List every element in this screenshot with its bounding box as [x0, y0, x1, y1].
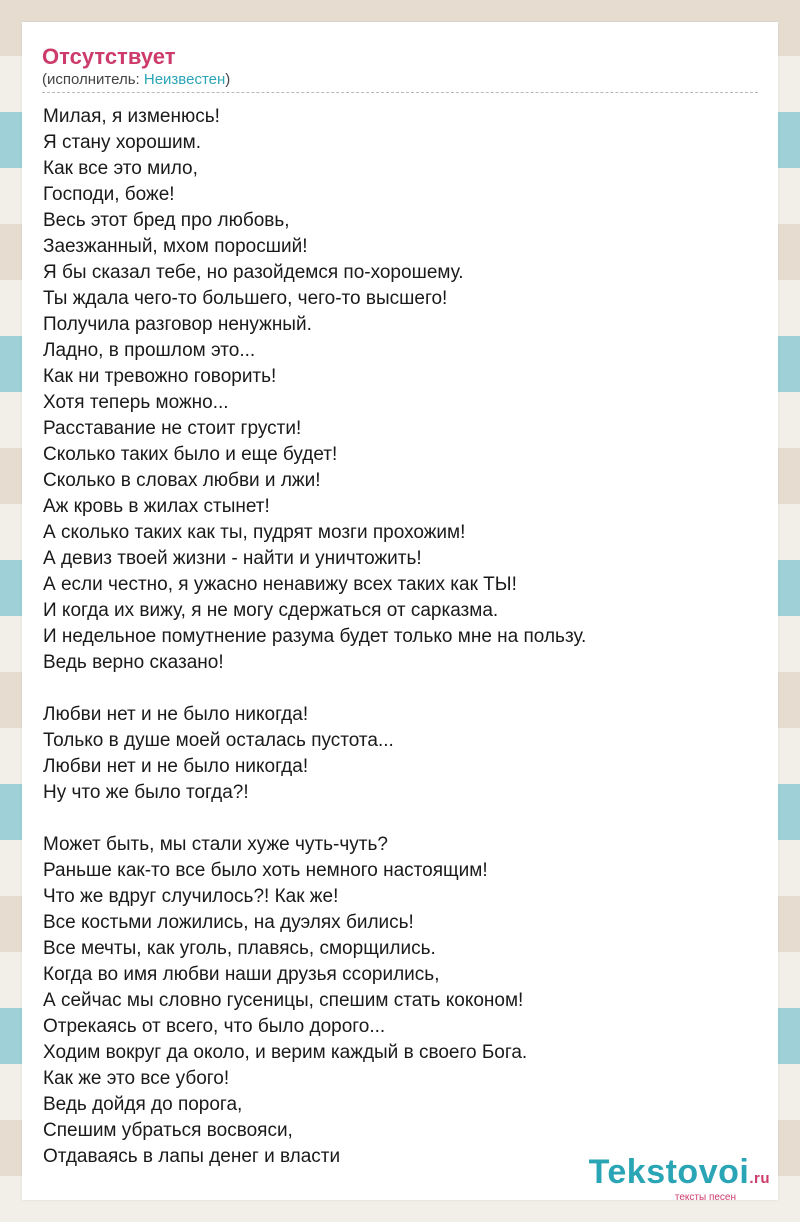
lyric-line: Только в душе моей осталась пустота...	[43, 730, 394, 751]
stanza-gap	[43, 806, 758, 832]
lyric-line: Весь этот бред про любовь,	[43, 210, 290, 231]
logo-wordmark	[589, 1154, 770, 1197]
lyric-line: А сейчас мы словно гусеницы, спешим стать коконом!	[43, 990, 524, 1011]
lyric-line: Отрекаясь от всего, что было дорого...	[43, 1016, 386, 1037]
lyric-line: Господи, боже!	[43, 184, 175, 205]
lyric-line: Отдаваясь в лапы денег и власти	[43, 1146, 341, 1167]
site-logo[interactable]	[589, 1154, 770, 1203]
lyric-line: Ну что же было тогда?!	[43, 782, 249, 803]
logo-tagline: тексты песен	[674, 1192, 736, 1203]
lyric-line: Расставание не стоит грусти!	[43, 418, 302, 439]
lyric-line: Как ни тревожно говорить!	[43, 366, 277, 387]
lyric-line: А девиз твоей жизни - найти и уничтожить!	[43, 548, 422, 569]
lyric-line: Заезжанный, мхом поросший!	[43, 236, 308, 257]
lyrics-body	[43, 104, 758, 1170]
artist-line	[42, 70, 758, 90]
artist-prefix: (исполнитель:	[42, 71, 144, 88]
verse-1	[43, 104, 758, 676]
lyric-line: Любви нет и не было никогда!	[43, 704, 309, 725]
lyric-line: Ведь дойдя до порога,	[43, 1094, 243, 1115]
lyric-line: Сколько таких было и еще будет!	[43, 444, 338, 465]
logo-name: Tekstovoi	[588, 1153, 750, 1191]
lyric-line: А сколько таких как ты, пудрят мозги прохожим!	[43, 522, 466, 543]
lyric-line: Раньше как-то все было хоть немного настоящим!	[43, 860, 488, 881]
lyric-line: Сколько в словах любви и лжи!	[43, 470, 321, 491]
lyric-line: Я стану хорошим.	[43, 132, 202, 153]
verse-2	[43, 832, 758, 1170]
lyric-line: Как все это мило,	[43, 158, 198, 179]
lyric-line: Ведь верно сказано!	[43, 652, 224, 673]
lyric-line: Аж кровь в жилах стынет!	[43, 496, 270, 517]
lyric-line: Спешим убраться восвояси,	[43, 1120, 293, 1141]
lyric-line: И недельное помутнение разума будет только мне на пользу.	[43, 626, 587, 647]
lyric-line: Все костьми ложились, на дуэлях бились!	[43, 912, 414, 933]
song-header	[42, 44, 758, 93]
lyric-line: Может быть, мы стали хуже чуть-чуть?	[43, 834, 388, 855]
lyric-line: Я бы сказал тебе, но разойдемся по-хорошему.	[43, 262, 464, 283]
stanza-gap	[43, 676, 758, 702]
lyric-line: Все мечты, как уголь, плавясь, сморщились.	[43, 938, 436, 959]
lyric-line: А если честно, я ужасно ненавижу всех таких как ТЫ!	[43, 574, 517, 595]
lyric-line: И когда их вижу, я не могу сдержаться от сарказма.	[43, 600, 499, 621]
song-title: Отсутствует	[42, 44, 176, 69]
artist-suffix: )	[225, 71, 231, 88]
lyric-line: Ходим вокруг да около, и верим каждый в своего Бога.	[43, 1042, 528, 1063]
lyric-line: Ладно, в прошлом это...	[43, 340, 256, 361]
lyric-line: Как же это все убого!	[43, 1068, 230, 1089]
chorus	[43, 702, 758, 806]
lyric-line: Что же вдруг случилось?! Как же!	[43, 886, 339, 907]
lyric-line: Ты ждала чего-то большего, чего-то высшего!	[43, 288, 448, 309]
logo-tld: .ru	[749, 1170, 770, 1187]
lyric-line: Когда во имя любви наши друзья ссорились,	[43, 964, 440, 985]
lyric-line: Хотя теперь можно...	[43, 392, 229, 413]
lyric-line: Милая, я изменюсь!	[43, 106, 220, 127]
lyric-line: Любви нет и не было никогда!	[43, 756, 309, 777]
artist-name-link[interactable]: Неизвестен	[143, 71, 226, 88]
lyric-line: Получила разговор ненужный.	[43, 314, 312, 335]
